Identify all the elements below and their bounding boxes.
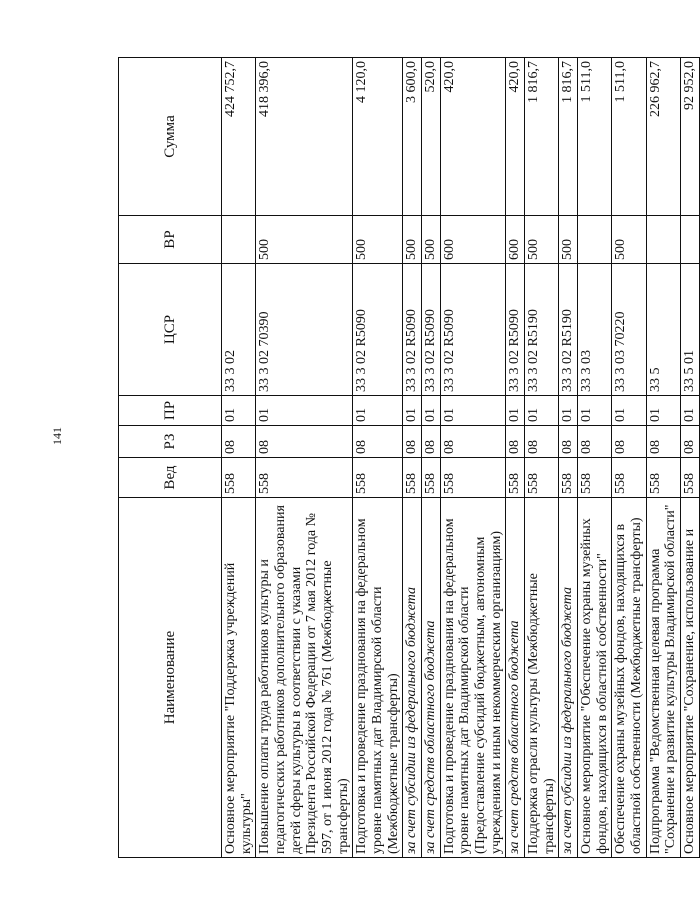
cell-rz: 08 — [422, 426, 441, 458]
cell-csr: 33 3 03 — [578, 264, 612, 396]
cell-vr: 600 — [440, 216, 506, 264]
page-number: 141 — [50, 427, 64, 445]
cell-name: за счет средств областного бюджета — [506, 498, 525, 858]
cell-pr: 01 — [403, 396, 422, 426]
cell-pr: 01 — [646, 396, 680, 426]
table-row — [525, 58, 559, 858]
header-csr: ЦСР — [119, 264, 222, 396]
cell-csr: 33 5 — [646, 264, 680, 396]
cell-csr: 33 3 02 R5090 — [440, 264, 506, 396]
cell-ved: 558 — [403, 458, 422, 498]
cell-vr — [222, 216, 256, 264]
header-row — [119, 58, 222, 858]
cell-name: Основное мероприятие "Сохранение, использование и — [681, 498, 700, 858]
cell-vr: 500 — [525, 216, 559, 264]
cell-ved: 558 — [646, 458, 680, 498]
table-row — [422, 58, 441, 858]
header-name: Наименование — [119, 498, 222, 858]
cell-pr: 01 — [422, 396, 441, 426]
cell-name: Основное мероприятие "Обеспечение охраны музейных фондов, находящихся в областной собственности" — [578, 498, 612, 858]
table-row — [559, 58, 578, 858]
cell-name: Подпрограмма "Ведомственная целевая программа "Сохранение и развитие культуры Владимирской области" — [646, 498, 680, 858]
cell-sum: 420,0 — [440, 58, 506, 216]
cell-ved: 558 — [506, 458, 525, 498]
budget-table-container — [118, 58, 698, 858]
table-header — [119, 58, 222, 858]
header-vr: ВР — [119, 216, 222, 264]
cell-pr: 01 — [578, 396, 612, 426]
cell-name: Подготовка и проведение празднования на федеральном уровне памятных дат Владимирской области (Предоставление субсидий бюджетным, автономным учреждениям и иным некоммерческим организациям) — [440, 498, 506, 858]
cell-ved: 558 — [612, 458, 646, 498]
cell-csr: 33 3 02 R5090 — [506, 264, 525, 396]
cell-rz: 08 — [256, 426, 353, 458]
cell-sum: 420,0 — [506, 58, 525, 216]
cell-name: Подготовка и проведение празднования на федеральном уровне памятных дат Владимирской области (Межбюджетные трансферты) — [353, 498, 403, 858]
cell-sum: 418 396,0 — [256, 58, 353, 216]
cell-sum: 1 511,0 — [612, 58, 646, 216]
cell-ved: 558 — [353, 458, 403, 498]
table-row — [440, 58, 506, 858]
cell-sum: 1 511,0 — [578, 58, 612, 216]
cell-rz: 08 — [506, 426, 525, 458]
cell-pr: 01 — [256, 396, 353, 426]
cell-sum: 424 752,7 — [222, 58, 256, 216]
header-sum: Сумма — [119, 58, 222, 216]
cell-sum: 3 600,0 — [403, 58, 422, 216]
table-row — [681, 58, 700, 858]
cell-vr: 500 — [256, 216, 353, 264]
cell-sum: 1 816,7 — [525, 58, 559, 216]
cell-name: Поддержка отрасли культуры (Межбюджетные трансферты) — [525, 498, 559, 858]
cell-name: Повышение оплаты труда работников культуры и педагогических работников дополнительного образования детей сферы культуры в соответствии с указами Президента Российской Федерации от 7 мая 2012 года № 597, от 1 июня 2012 года № 761 (Межбюджетные трансферты) — [256, 498, 353, 858]
cell-vr: 500 — [403, 216, 422, 264]
cell-csr: 33 3 03 70220 — [612, 264, 646, 396]
cell-pr: 01 — [222, 396, 256, 426]
cell-pr: 01 — [612, 396, 646, 426]
budget-table — [118, 57, 700, 858]
cell-name: за счет средств областного бюджета — [422, 498, 441, 858]
table-row — [612, 58, 646, 858]
cell-pr: 01 — [353, 396, 403, 426]
cell-sum: 92 952,0 — [681, 58, 700, 216]
cell-csr: 33 3 02 R5090 — [422, 264, 441, 396]
table-row — [578, 58, 612, 858]
cell-ved: 558 — [681, 458, 700, 498]
cell-csr: 33 3 02 R5090 — [403, 264, 422, 396]
table-row — [353, 58, 403, 858]
cell-rz: 08 — [559, 426, 578, 458]
cell-pr: 01 — [525, 396, 559, 426]
cell-name: за счет субсидии из федерального бюджета — [403, 498, 422, 858]
cell-rz: 08 — [403, 426, 422, 458]
cell-ved: 558 — [578, 458, 612, 498]
header-pr: ПР — [119, 396, 222, 426]
cell-csr: 33 3 02 70390 — [256, 264, 353, 396]
table-body — [222, 58, 700, 858]
cell-pr: 01 — [440, 396, 506, 426]
cell-ved: 558 — [559, 458, 578, 498]
cell-vr: 500 — [353, 216, 403, 264]
cell-rz: 08 — [222, 426, 256, 458]
cell-rz: 08 — [612, 426, 646, 458]
cell-csr: 33 3 02 R5190 — [559, 264, 578, 396]
cell-rz: 08 — [353, 426, 403, 458]
cell-rz: 08 — [525, 426, 559, 458]
cell-csr: 33 3 02 R5090 — [353, 264, 403, 396]
cell-vr — [646, 216, 680, 264]
cell-sum: 520,0 — [422, 58, 441, 216]
cell-ved: 558 — [256, 458, 353, 498]
cell-vr: 500 — [612, 216, 646, 264]
cell-pr: 01 — [506, 396, 525, 426]
cell-csr: 33 3 02 R5190 — [525, 264, 559, 396]
cell-name: за счет субсидии из федерального бюджета — [559, 498, 578, 858]
table-row — [506, 58, 525, 858]
cell-csr: 33 5 01 — [681, 264, 700, 396]
cell-name: Основное мероприятие "Поддержка учреждений культуры" — [222, 498, 256, 858]
table-row — [256, 58, 353, 858]
cell-ved: 558 — [440, 458, 506, 498]
cell-sum: 4 120,0 — [353, 58, 403, 216]
header-rz: РЗ — [119, 426, 222, 458]
cell-sum: 1 816,7 — [559, 58, 578, 216]
cell-ved: 558 — [525, 458, 559, 498]
cell-vr — [578, 216, 612, 264]
cell-pr: 01 — [681, 396, 700, 426]
cell-rz: 08 — [681, 426, 700, 458]
cell-vr — [681, 216, 700, 264]
cell-vr: 600 — [506, 216, 525, 264]
cell-rz: 08 — [646, 426, 680, 458]
cell-name: Обеспечение охраны музейных фондов, находящихся в областной собственности (Межбюджетные трансферты) — [612, 498, 646, 858]
cell-vr: 500 — [559, 216, 578, 264]
cell-ved: 558 — [422, 458, 441, 498]
table-row — [646, 58, 680, 858]
cell-ved: 558 — [222, 458, 256, 498]
cell-csr: 33 3 02 — [222, 264, 256, 396]
cell-rz: 08 — [440, 426, 506, 458]
table-row — [222, 58, 256, 858]
cell-vr: 500 — [422, 216, 441, 264]
cell-pr: 01 — [559, 396, 578, 426]
table-row — [403, 58, 422, 858]
cell-sum: 226 962,7 — [646, 58, 680, 216]
cell-rz: 08 — [578, 426, 612, 458]
header-ved: Вед — [119, 458, 222, 498]
